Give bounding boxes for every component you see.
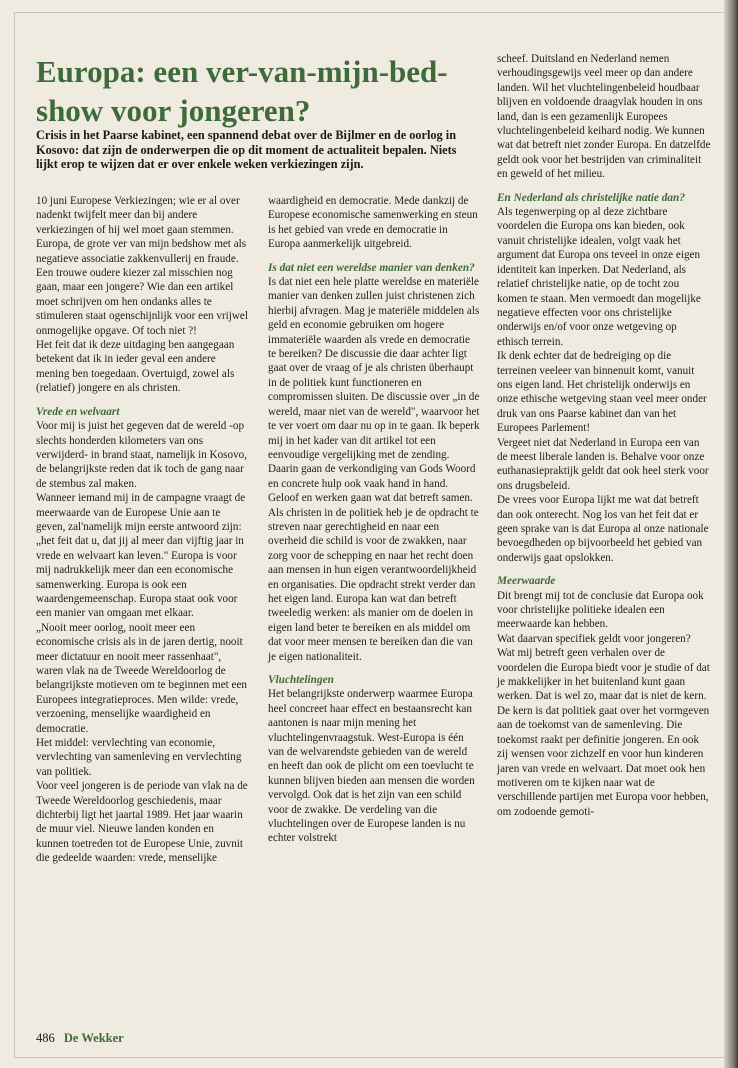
page-fold-shadow: [724, 0, 738, 1068]
subheading-vrede-en-welvaart: Vrede en welvaart: [36, 405, 120, 418]
paragraph: „Nooit meer oorlog, nooit meer een economische crisis als in de jaren dertig, nooit meer dictatuur en nooit meer rassenhaat", waren vlak na de Tweede Wereldoorlog de belangrijkste motieven om te beginnen met een Europees integratieproces. Men wilde: vrede, verzoening, menselijke waardigheid en democratie.: [36, 621, 247, 735]
subheading-meerwaarde: Meerwaarde: [497, 575, 556, 588]
paragraph: Wat daarvan specifiek geldt voor jongeren?: [497, 632, 691, 645]
paragraph: Voor mij is juist het gegeven dat de wereld -op slechts honderden kilometers van ons verwijderd- in brand staat, namelijk in Kosovo, de belangrijkste reden dat ik toch de gang naar de stembus zal maken.: [36, 420, 248, 490]
paragraph: Wanneer iemand mij in de campagne vraagt de meerwaarde van de Europese Unie aan te geven, zal'namelijk mijn eerste antwoord zijn: „het feit dat u, dat jij al meer dan vijftig jaar in vrede en welvaart kan leven." Europa is voor mij nadrukkelijk meer dan een economische samenwerking. Europa is ook een waardengemeenschap. Europa staat ook voor een manier van omgaan met elkaar.: [36, 492, 246, 620]
paragraph: De kern is dat politiek gaat over het vormgeven aan de toekomst van de samenleving. Die toekomst raakt per definitie jongeren. En ook zij wensen voor zichzelf en voor hun kinderen jaren van vrede en welvaart. Dat moet ook hen motiveren om te kijken naar wat de verschillende partijen met Europa voor hebben, om zodoende gemoti-: [497, 704, 710, 818]
paragraph: Als christen in de politiek heb je de opdracht te streven naar gerechtigheid en naar een overheid die schild is voor de zwakken, naar zorg voor de schepping en naar het recht doen aan mensen in hun eigen verantwoordelijkheid en organisaties. Die opdracht strekt verder dan het eigen land. Europa kan wat dan betreft tweeledig werken: als manier om de doelen in eigen land beter te bereiken en als middel om dat voor meer mensen te bereiken dan die van je eigen nationaliteit.: [268, 506, 479, 663]
column-1: [36, 194, 248, 866]
paragraph: Het belangrijkste onderwerp waarmee Europa heel concreet haar effect en bestaansrecht kan aantonen is naar mijn mening het vluchtelingenvraagstuk. West-Europa is één van de welvarendste gebieden van de wereld en heeft dan ook de plicht om een toevlucht te kunnen blijven bieden aan mensen die worden vervolgd. Ook dat is het zijn van een schild voor de zwakke. De verdeling van die vluchtelingen over de Europese landen is nu echter volstrekt: [268, 688, 475, 845]
page-footer: [36, 1031, 124, 1046]
subheading-wereldse-manier: Is dat niet een wereldse manier van denken?: [268, 261, 475, 274]
paragraph: Dit brengt mij tot de conclusie dat Europa ook voor christelijke politieke idealen een meerwaarde kan hebben.: [497, 589, 704, 631]
paragraph: Het feit dat ik deze uitdaging ben aangegaan betekent dat ik in ieder geval een andere mening ben toegedaan. Overtuigd, zowel als (relatief) jongere en als christen.: [36, 339, 235, 395]
paragraph: Een trouwe oudere kiezer zal misschien nog gaan, maar een jongere? Wie dan een artikel moet schrijven om hen ondanks alles te stimuleren staat ogenschijnlijk voor een vrijwel onmogelijke opgave. Of toch niet ?!: [36, 267, 248, 337]
column-3: [497, 52, 711, 819]
subheading-vluchtelingen: Vluchtelingen: [268, 674, 334, 686]
paragraph: Ik denk echter dat de bedreiging op die terreinen veeleer van binnenuit komt, vanuit ons eigen land. Het christelijk onderwijs en onze ethische wetgeving staan veel meer onder druk van ons Paarse kabinet dan van het Europees Parlement!: [497, 350, 707, 435]
column-2: [268, 194, 480, 846]
subheading-christelijke-natie: En Nederland als christelijke natie dan?: [497, 191, 685, 204]
page-number: 486: [36, 1031, 55, 1045]
paragraph: Voor veel jongeren is de periode van vlak na de Tweede Wereldoorlog geschiedenis, maar dichterbij ligt het jaartal 1989. Het jaar waarin de muur viel. Nieuwe landen konden en kunnen toetreden tot de Europese Unie, zuvnit die gedeelde waarden: vrede, menselijke: [36, 780, 248, 865]
paragraph: Vergeet niet dat Nederland in Europa een van de meest liberale landen is. Behalve voor onze euthanasiepraktijk geldt dat ook heel sterk voor ons drugsbeleid.: [497, 436, 709, 492]
paragraph: scheef. Duitsland en Nederland nemen verhoudingsgewijs veel meer op dan andere landen. Wil het vluchtelingenbeleid houdbaar blijven en voldoende draagvlak houden in ons land, dan is een gezamenlijk Europees vluchtelingenbeleid keihard nodig. We kunnen wat dat betreft niet zonder Europa. En datzelfde geldt ook voor het bestrijden van criminaliteit en geweld of het milieu.: [497, 53, 711, 181]
article-title: Europa: een ver-van-mijn-bed-show voor jongeren?: [36, 54, 448, 128]
publication-name: De Wekker: [63, 1031, 124, 1045]
paragraph: Als tegenwerping op al deze zichtbare voordelen die Europa ons kan bieden, ook vanuit christelijke idealen, volgt vaak het argument dat Europa ons teveel in onze eigen identiteit kan inperken. Dat Nederland, als relatief christelijke natie, op de tocht zou komen te staan. Men vermoedt dan mogelijke negatieve effecten voor ons christelijke onderwijs en/of voor onze wetgeving op ethisch terrein.: [497, 206, 701, 348]
paragraph: Is dat niet een hele platte wereldse en materiële manier van denken zullen juist christenen zich hierbij afvragen. Mag je materiële middelen als geld en economie gebruiken om hogere immateriële waarden als vrede en democratie te bereiken? De discussie die daar achter ligt gaat over de vraag of je als christen überhaupt in de politiek kunt functioneren en compromissen sluiten. De discussie over „in de wereld, maar niet van de wereld", waarvoor het te ver voert om daar nu op in te gaan. Ik beperk mij in het kader van dit artikel tot een eenvoudige vergelijking met de zending. Daarin gaan de verkondiging van Gods Woord en concrete hulp ook vaak hand in hand. Geloof en werken gaan wat dat betreft samen.: [268, 276, 480, 505]
paragraph: waardigheid en democratie. Mede dankzij de Europese economische samenwerking en steun is het gebied van vrede en democratie in Europa aanmerkelijk uitgebreid.: [268, 195, 478, 251]
paragraph: Wat mij betreft geen verhalen over de voordelen die Europa biedt voor je studie of dat je makkelijker in het buitenland kunt gaan werken. Dat is wel zo, maar dat is niet de kern.: [497, 647, 710, 703]
paragraph: 10 juni Europese Verkiezingen; wie er al over nadenkt twijfelt meer dan bij andere verkiezingen of hij wel moet gaan stemmen. Europa, de grote ver van mijn bedshow met als negatieve associatie zakkenvullerij en fraude.: [36, 195, 247, 265]
paragraph: De vrees voor Europa lijkt me wat dat betreft dan ook onterecht. Nog los van het feit dat er geen sprake van is dat Europa al onze nationale bevoegdheden op bijvoorbeeld het gebied van onderwijs gaat opslokken.: [497, 494, 709, 564]
article-lead: Crisis in het Paarse kabinet, een spannend debat over de Bijlmer en de oorlog in Kosovo: dat zijn de onderwerpen die op dit moment de actualiteit bepalen. Niets lijkt erop te wijzen dat er over enkele weken verkiezingen zijn.: [36, 128, 457, 172]
paragraph: Het middel: vervlechting van economie, vervlechting van samenleving en vervlechting van politiek.: [36, 737, 242, 778]
